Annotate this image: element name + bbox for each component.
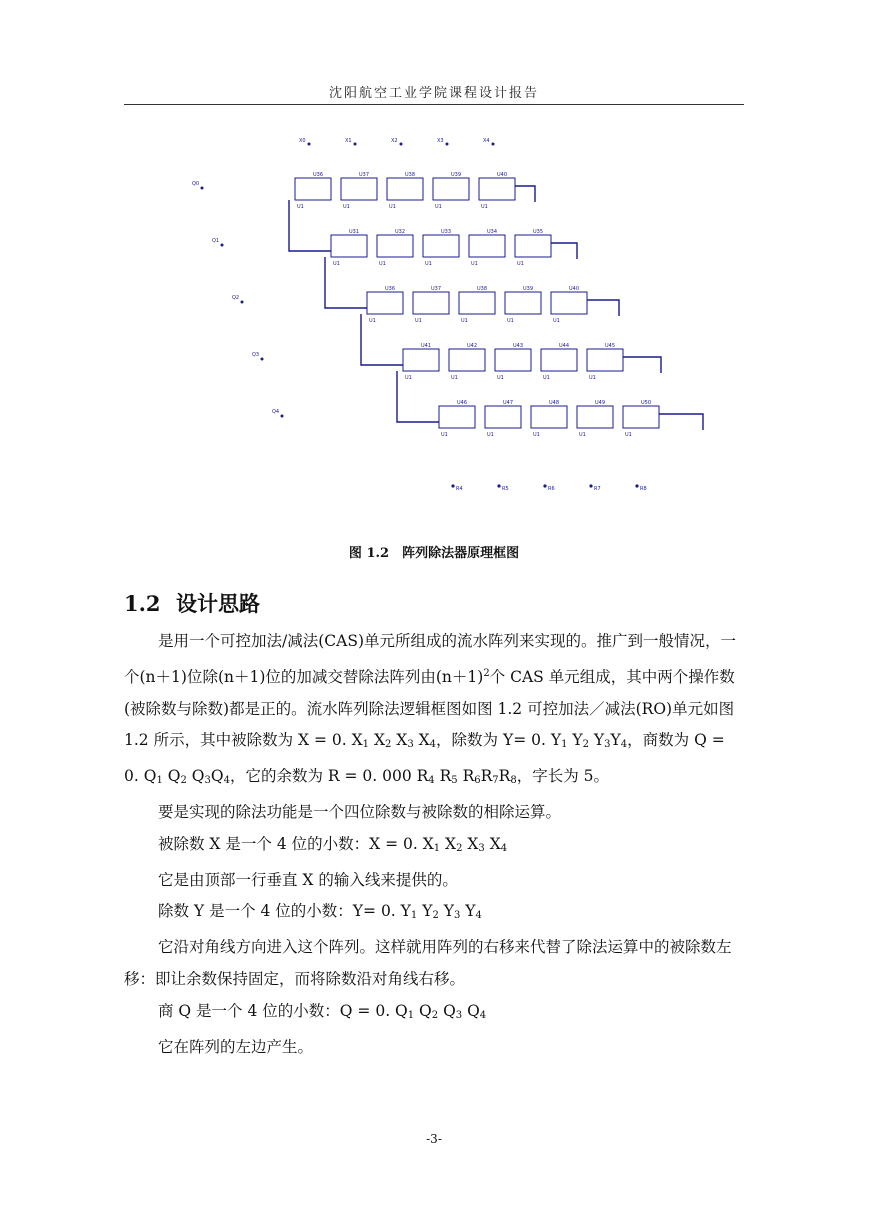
cell-sub-label: U1 bbox=[451, 375, 458, 381]
page-header: 沈阳航空工业学院课程设计报告 bbox=[328, 86, 539, 101]
x-input-label: X2 bbox=[391, 138, 398, 144]
section-heading bbox=[124, 588, 260, 618]
quotient-label: Q3 bbox=[252, 352, 260, 358]
remainder-label: R4 bbox=[456, 486, 463, 492]
cas-cell bbox=[295, 178, 331, 200]
cell-label: U39 bbox=[523, 286, 534, 292]
cas-cell bbox=[331, 235, 367, 257]
cell-label: U31 bbox=[349, 229, 360, 235]
p1-text-b: 个 CAS 单元组成，其中两个操作数(被除数与除数)都是正的。流水阵列除法逻辑框图如图 1.2 可控加法／减法(RO)单元如图 1.2 所示，其中被除数为 X = 0. X bbox=[124, 667, 735, 750]
p7-text: 商 Q 是一个 4 位的小数：Q = 0. Q bbox=[158, 1001, 408, 1020]
cas-cell bbox=[403, 349, 439, 371]
cas-cell bbox=[469, 235, 505, 257]
remainder-terminal bbox=[635, 484, 638, 487]
cell-label: U50 bbox=[641, 400, 652, 406]
cell-sub-label: U1 bbox=[333, 261, 340, 267]
cell-label: U36 bbox=[313, 172, 324, 178]
paragraph-5: 除数 Y 是一个 4 位的小数：Y= 0. $Y_1$ $Y_2$ $Y_3$ $Y_4$ bbox=[158, 902, 482, 922]
paragraph-6: 它沿对角线方向进入这个阵列。这样就用阵列的右移来代替了除法运算中的被除数左移：即让余数保持固定，而将除数沿对角线右移。 bbox=[124, 938, 732, 988]
cas-cell bbox=[423, 235, 459, 257]
cas-cell bbox=[459, 292, 495, 314]
x-input-terminal bbox=[308, 143, 311, 146]
cell-sub-label: U1 bbox=[297, 204, 304, 210]
cell-label: U42 bbox=[467, 343, 478, 349]
row-left-terminal bbox=[261, 358, 264, 361]
cas-cell bbox=[439, 406, 475, 428]
quotient-label: Q2 bbox=[232, 295, 240, 301]
cell-sub-label: U1 bbox=[625, 432, 632, 438]
cas-cell bbox=[367, 292, 403, 314]
cell-sub-label: U1 bbox=[379, 261, 386, 267]
cell-sub-label: U1 bbox=[369, 318, 376, 324]
cell-sub-label: U1 bbox=[405, 375, 412, 381]
ground-wire bbox=[515, 186, 535, 202]
header-divider bbox=[124, 104, 744, 105]
cell-sub-label: U1 bbox=[543, 375, 550, 381]
ground-wire bbox=[623, 357, 661, 373]
quotient-label: Q0 bbox=[192, 181, 200, 187]
cell-label: U43 bbox=[513, 343, 524, 349]
x-input-terminal bbox=[492, 143, 495, 146]
cell-label: U41 bbox=[421, 343, 432, 349]
paragraph-7: 商 Q 是一个 4 位的小数：Q = 0. $Q_1$ $Q_2$ $Q_3$ $Q_4$ bbox=[158, 1001, 487, 1021]
cas-cell bbox=[587, 349, 623, 371]
cell-sub-label: U1 bbox=[497, 375, 504, 381]
cas-cell bbox=[495, 349, 531, 371]
remainder-terminal bbox=[589, 484, 592, 487]
cell-label: U47 bbox=[503, 400, 514, 406]
cell-label: U38 bbox=[405, 172, 416, 178]
cell-label: U40 bbox=[569, 286, 580, 292]
cas-cell bbox=[449, 349, 485, 371]
cell-sub-label: U1 bbox=[517, 261, 524, 267]
paragraph-8: 它在阵列的左边产生。 bbox=[158, 1037, 314, 1056]
p1-text-a: 是用一个可控加法/减法(CAS)单元所组成的流水阵列来实现的。推广到一般情况，一个(n＋1)位除(n＋1)位的加减交替除法阵列由(n＋1) bbox=[124, 632, 736, 686]
cas-cell bbox=[377, 235, 413, 257]
cell-sub-label: U1 bbox=[415, 318, 422, 324]
ground-wire bbox=[587, 300, 619, 316]
x-input-label: X3 bbox=[437, 138, 444, 144]
cas-cell bbox=[341, 178, 377, 200]
cas-cell bbox=[485, 406, 521, 428]
cell-label: U48 bbox=[549, 400, 560, 406]
cas-cell bbox=[505, 292, 541, 314]
cas-cell bbox=[387, 178, 423, 200]
page-number: -3- bbox=[426, 1132, 442, 1146]
row-left-terminal bbox=[201, 187, 204, 190]
paragraph-2: 要是实现的除法功能是一个四位除数与被除数的相除运算。 bbox=[158, 802, 562, 821]
cell-sub-label: U1 bbox=[343, 204, 350, 210]
x-input-label: X0 bbox=[299, 138, 306, 144]
cell-label: U33 bbox=[441, 229, 452, 235]
array-divider-diagram bbox=[190, 130, 750, 510]
cas-cell bbox=[541, 349, 577, 371]
remainder-label: R7 bbox=[594, 486, 601, 492]
cell-sub-label: U1 bbox=[461, 318, 468, 324]
cell-sub-label: U1 bbox=[425, 261, 432, 267]
cell-label: U37 bbox=[359, 172, 370, 178]
cell-label: U34 bbox=[487, 229, 498, 235]
cell-sub-label: U1 bbox=[435, 204, 442, 210]
x-input-label: X4 bbox=[483, 138, 490, 144]
x-input-terminal bbox=[446, 143, 449, 146]
paragraph-4: 它是由顶部一行垂直 X 的输入线来提供的。 bbox=[158, 870, 458, 889]
cas-cell bbox=[479, 178, 515, 200]
ground-wire bbox=[659, 414, 703, 430]
cell-label: U37 bbox=[431, 286, 442, 292]
carry-wire bbox=[325, 257, 367, 308]
section-number: 1.2 bbox=[124, 591, 161, 616]
cell-label: U36 bbox=[385, 286, 396, 292]
cas-cell bbox=[623, 406, 659, 428]
remainder-terminal bbox=[451, 484, 454, 487]
paragraph-3: 被除数 X 是一个 4 位的小数：X = 0. $X_1$ $X_2$ $X_3$ $X_4$ bbox=[158, 834, 508, 854]
remainder-label: R5 bbox=[502, 486, 509, 492]
cell-sub-label: U1 bbox=[471, 261, 478, 267]
cell-sub-label: U1 bbox=[487, 432, 494, 438]
remainder-terminal bbox=[543, 484, 546, 487]
cell-label: U44 bbox=[559, 343, 570, 349]
cell-label: U35 bbox=[533, 229, 544, 235]
cell-label: U39 bbox=[451, 172, 462, 178]
cas-cell bbox=[515, 235, 551, 257]
cas-cell bbox=[551, 292, 587, 314]
cell-label: U38 bbox=[477, 286, 488, 292]
cell-label: U40 bbox=[497, 172, 508, 178]
body-text bbox=[124, 626, 744, 1063]
cell-sub-label: U1 bbox=[589, 375, 596, 381]
cell-sub-label: U1 bbox=[389, 204, 396, 210]
p3-text: 被除数 X 是一个 4 位的小数：X = 0. X bbox=[158, 834, 434, 853]
remainder-terminal bbox=[497, 484, 500, 487]
cell-label: U32 bbox=[395, 229, 406, 235]
p1-superscript: 2 bbox=[483, 667, 490, 679]
x-input-label: X1 bbox=[345, 138, 352, 144]
cell-sub-label: U1 bbox=[507, 318, 514, 324]
x-input-terminal bbox=[354, 143, 357, 146]
carry-wire bbox=[289, 200, 331, 251]
ground-wire bbox=[551, 243, 577, 259]
cas-cell bbox=[577, 406, 613, 428]
cell-sub-label: U1 bbox=[481, 204, 488, 210]
cas-cell bbox=[433, 178, 469, 200]
row-left-terminal bbox=[281, 415, 284, 418]
quotient-label: Q4 bbox=[272, 409, 280, 415]
section-title: 设计思路 bbox=[176, 591, 260, 616]
carry-wire bbox=[361, 314, 403, 365]
remainder-label: R6 bbox=[548, 486, 555, 492]
cell-sub-label: U1 bbox=[441, 432, 448, 438]
remainder-label: R8 bbox=[640, 486, 647, 492]
cas-cell bbox=[413, 292, 449, 314]
paragraph-1: 是用一个可控加法/减法(CAS)单元所组成的流水阵列来实现的。推广到一般情况，一个(n＋1)位除(n＋1)位的加减交替除法阵列由$(n+1)^2$个 CAS 单元组成，其中两个操作数(被除数与除数)都是正的。流水阵列除法逻辑框图如图 1.2 可控加法／减法(RO)单元如图 1.2 所示，其中被除数为 X = 0. $X_1$ $X_2$ $X_3$ $X_4$，除数为 Y= 0. $Y_1$ $Y_2$ $Y_3Y_4$，商数为 Q = 0. $Q_1$ $Q_2$ $Q_3Q_4$，它的余数为 R = 0. 000 $R_4$ $R_5$ $R_6R_7R_8$，字长为 5。 bbox=[124, 632, 736, 787]
row-left-terminal bbox=[241, 301, 244, 304]
cell-sub-label: U1 bbox=[553, 318, 560, 324]
p5-text: 除数 Y 是一个 4 位的小数：Y= 0. Y bbox=[158, 902, 411, 921]
cell-sub-label: U1 bbox=[579, 432, 586, 438]
diagram-svg bbox=[190, 130, 750, 510]
carry-wire bbox=[397, 371, 439, 422]
cell-label: U45 bbox=[605, 343, 616, 349]
quotient-label: Q1 bbox=[212, 238, 220, 244]
cell-sub-label: U1 bbox=[533, 432, 540, 438]
cas-cell bbox=[531, 406, 567, 428]
cell-label: U49 bbox=[595, 400, 606, 406]
cell-label: U46 bbox=[457, 400, 468, 406]
row-left-terminal bbox=[221, 244, 224, 247]
x-input-terminal bbox=[400, 143, 403, 146]
figure-caption: 图 1.2 阵列除法器原理框图 bbox=[348, 546, 520, 561]
